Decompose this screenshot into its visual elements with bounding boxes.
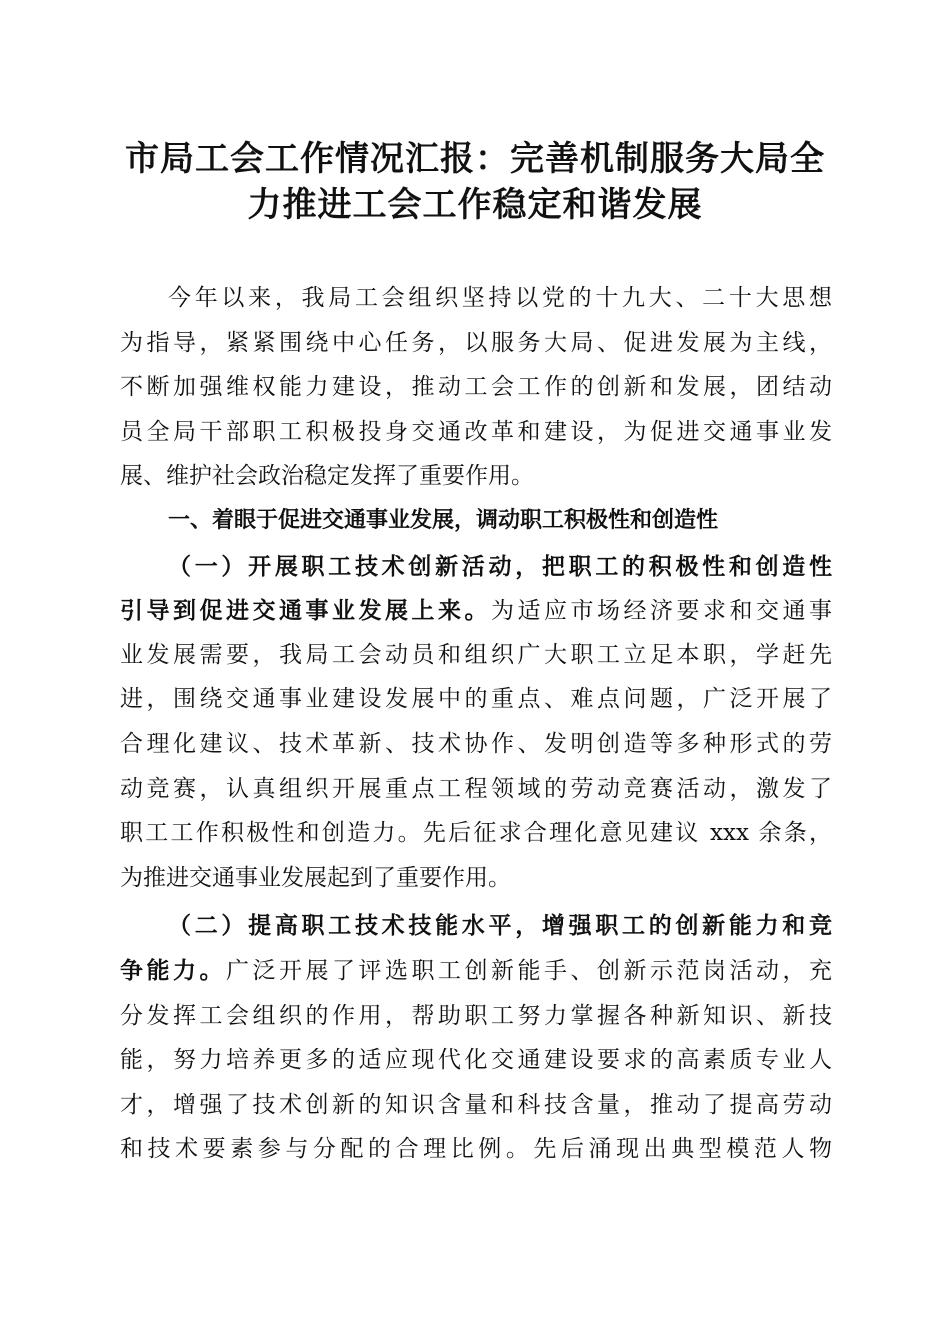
- text-line: 动竞赛，认真组织开展重点工程领域的劳动竞赛活动，激发了: [120, 775, 832, 802]
- subsection-heading-tail: 争能力。: [120, 956, 226, 984]
- text-line: 和技术要素参与分配的合理比例。先后涌现出典型模范人物: [120, 1136, 832, 1163]
- document-title: [100, 136, 850, 228]
- intro-paragraph: [120, 276, 832, 499]
- text-fragment: 广泛开展了评选职工创新能手、创新示范岗活动，充: [226, 957, 832, 984]
- text-line: 展、维护社会政治稳定发挥了重要作用。: [120, 463, 534, 490]
- subsection-2: [120, 904, 832, 1172]
- document-body: [120, 276, 832, 1172]
- subsection-heading-tail: 引导到促进交通事业发展上来。: [120, 597, 491, 625]
- section-heading: 一、着眼于促进交通事业发展，调动职工积极性和创造性: [168, 507, 719, 533]
- text-line: 进，围绕交通事业建设发展中的重点、难点问题，广泛开展了: [120, 686, 832, 713]
- text-line: [120, 588, 832, 633]
- text-line: 合理化建议、技术革新、技术协作、发明创造等多种形式的劳: [120, 730, 832, 757]
- text-line: 员全局干部职工积极投身交通改革和建设，为促进交通事业发: [120, 418, 832, 445]
- text-line: 为推进交通事业发展起到了重要作用。: [120, 864, 511, 891]
- text-line: 今年以来，我局工会组织坚持以党的十九大、二十大思想: [168, 285, 832, 311]
- subsection-heading: （一）开展职工技术创新活动，把职工的积极性和创造性: [168, 552, 832, 580]
- subsection-1: [120, 544, 832, 901]
- title-line: 市局工会工作情况汇报：完善机制服务大局全: [125, 139, 825, 179]
- text-line: 职工工作积极性和创造力。先后征求合理化意见建议 xxx 余条，: [120, 820, 832, 847]
- text-line: 业发展需要，我局工会动员和组织广大职工立足本职，学赶先: [120, 641, 832, 668]
- text-line: 才，增强了技术创新的知识含量和科技含量，推动了提高劳动: [120, 1091, 832, 1118]
- title-line: 力推进工会工作稳定和谐发展: [247, 185, 703, 225]
- text-line: 分发挥工会组织的作用，帮助职工努力掌握各种新知识、新技: [120, 1002, 832, 1029]
- subsection-heading: （二）提高职工技术技能水平，增强职工的创新能力和竞: [168, 912, 832, 940]
- text-line: 能，努力培养更多的适应现代化交通建设要求的高素质专业人: [120, 1047, 832, 1074]
- text-line: 不断加强维权能力建设，推动工会工作的创新和发展，团结动: [120, 374, 832, 401]
- text-fragment: 为适应市场经济要求和交通事: [491, 598, 832, 625]
- text-line: [120, 949, 832, 994]
- text-line: 为指导，紧紧围绕中心任务，以服务大局、促进发展为主线，: [120, 329, 832, 356]
